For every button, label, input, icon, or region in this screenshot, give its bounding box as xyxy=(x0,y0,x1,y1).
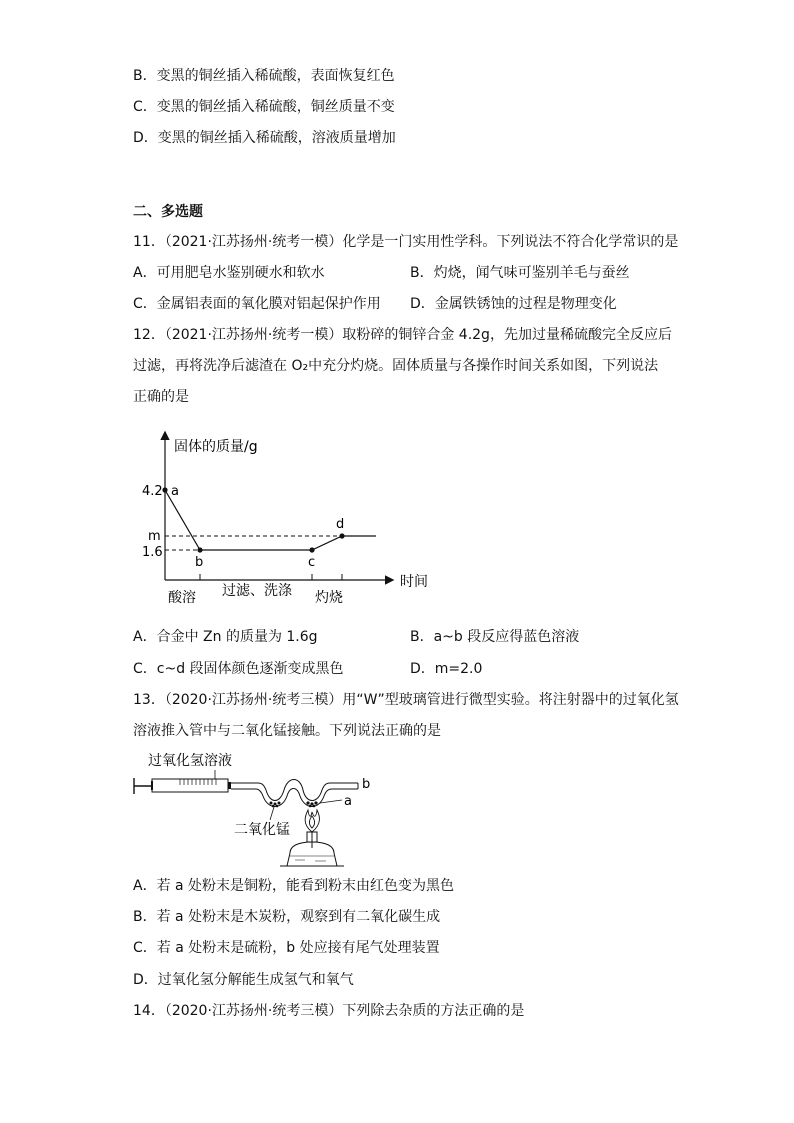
section-title: 二、多选题 xyxy=(133,204,203,220)
q12-stem-line3: 正确的是 xyxy=(133,389,189,405)
q12-option-b: B．a~b 段反应得蓝色溶液 xyxy=(410,629,580,645)
q13-stem-line2: 溶液推入管中与二氧化锰接触。下列说法正确的是 xyxy=(133,723,441,739)
point-b xyxy=(197,547,202,552)
q11-option-a: A．可用肥皂水鉴别硬水和软水 xyxy=(133,265,325,281)
label-a: a xyxy=(344,794,352,809)
q10-option-c: C．变黑的铜丝插入稀硫酸，铜丝质量不变 xyxy=(133,99,395,115)
label-mno2: 二氧化锰 xyxy=(234,822,290,838)
w-tube-icon xyxy=(231,780,358,807)
mass-series-line xyxy=(165,490,376,550)
q12-stem-line2: 过滤，再将洗净后滤渣在 O₂中充分灼烧。固体质量与各操作时间关系如图，下列说法 xyxy=(133,358,659,374)
q12-option-c: C．c~d 段固体颜色逐渐变成黑色 xyxy=(133,661,344,677)
q10-option-b: B．变黑的铜丝插入稀硫酸，表面恢复红色 xyxy=(133,68,395,84)
label-b: b xyxy=(362,777,371,792)
q11-option-d: D．金属铁锈蚀的过程是物理变化 xyxy=(410,296,617,312)
q12-stem-line1: 12．（2021·江苏扬州·统考一模）取粉碎的铜锌合金 4.2g，先加过量稀硫酸完全反应后 xyxy=(133,327,672,343)
point-d xyxy=(339,533,344,538)
section-label-acid: 酸溶 xyxy=(168,590,196,606)
q14-stem: 14．（2020·江苏扬州·统考三模）下列除去杂质的方法正确的是 xyxy=(133,1003,525,1019)
q13-option-d: D．过氧化氢分解能生成氢气和氧气 xyxy=(133,972,354,988)
point-label-c: c xyxy=(308,555,316,570)
section-label-burn: 灼烧 xyxy=(315,590,343,606)
q13-option-c: C．若 a 处粉末是硫粉，b 处应接有尾气处理装置 xyxy=(133,940,440,956)
q11-option-b: B．灼烧，闻气味可鉴别羊毛与蚕丝 xyxy=(410,265,630,281)
y-axis-label: 固体的质量/g xyxy=(174,439,258,455)
q11-option-c: C．金属铝表面的氧化膜对铝起保护作用 xyxy=(133,296,381,312)
point-label-d: d xyxy=(336,517,345,532)
q13-option-b: B．若 a 处粉末是木炭粉，观察到有二氧化碳生成 xyxy=(133,909,441,925)
point-label-b: b xyxy=(195,555,204,570)
y-tick-4-2: 4.2 xyxy=(142,484,163,499)
label-mno2-leader xyxy=(270,807,274,820)
point-c xyxy=(309,547,314,552)
syringe-icon xyxy=(134,778,231,794)
label-h2o2: 过氧化氢溶液 xyxy=(148,753,232,769)
q10-option-d: D．变黑的铜丝插入稀硫酸，溶液质量增加 xyxy=(133,130,396,146)
y-tick-m: m xyxy=(148,529,161,544)
label-a-leader xyxy=(320,800,342,803)
q13-option-a: A．若 a 处粉末是铜粉，能看到粉末由红色变为黑色 xyxy=(133,878,455,894)
q12-option-d: D．m=2.0 xyxy=(410,661,483,677)
mass-time-chart xyxy=(130,425,450,615)
flame-icon xyxy=(305,810,319,832)
point-a xyxy=(162,487,167,492)
point-label-a: a xyxy=(171,484,179,499)
w-tube-apparatus-diagram xyxy=(130,748,390,873)
section-label-filter: 过滤、洗涤 xyxy=(222,583,292,599)
q12-option-a: A．合金中 Zn 的质量为 1.6g xyxy=(133,629,318,645)
q13-stem-line1: 13．（2020·江苏扬州·统考三模）用“W”型玻璃管进行微型实验。将注射器中的过氧化氢 xyxy=(133,692,679,708)
q11-stem: 11．（2021·江苏扬州·统考一模）化学是一门实用性学科。下列说法不符合化学常识的是 xyxy=(133,234,679,250)
x-axis-label: 时间 xyxy=(400,574,428,590)
y-tick-1-6: 1.6 xyxy=(142,545,163,560)
